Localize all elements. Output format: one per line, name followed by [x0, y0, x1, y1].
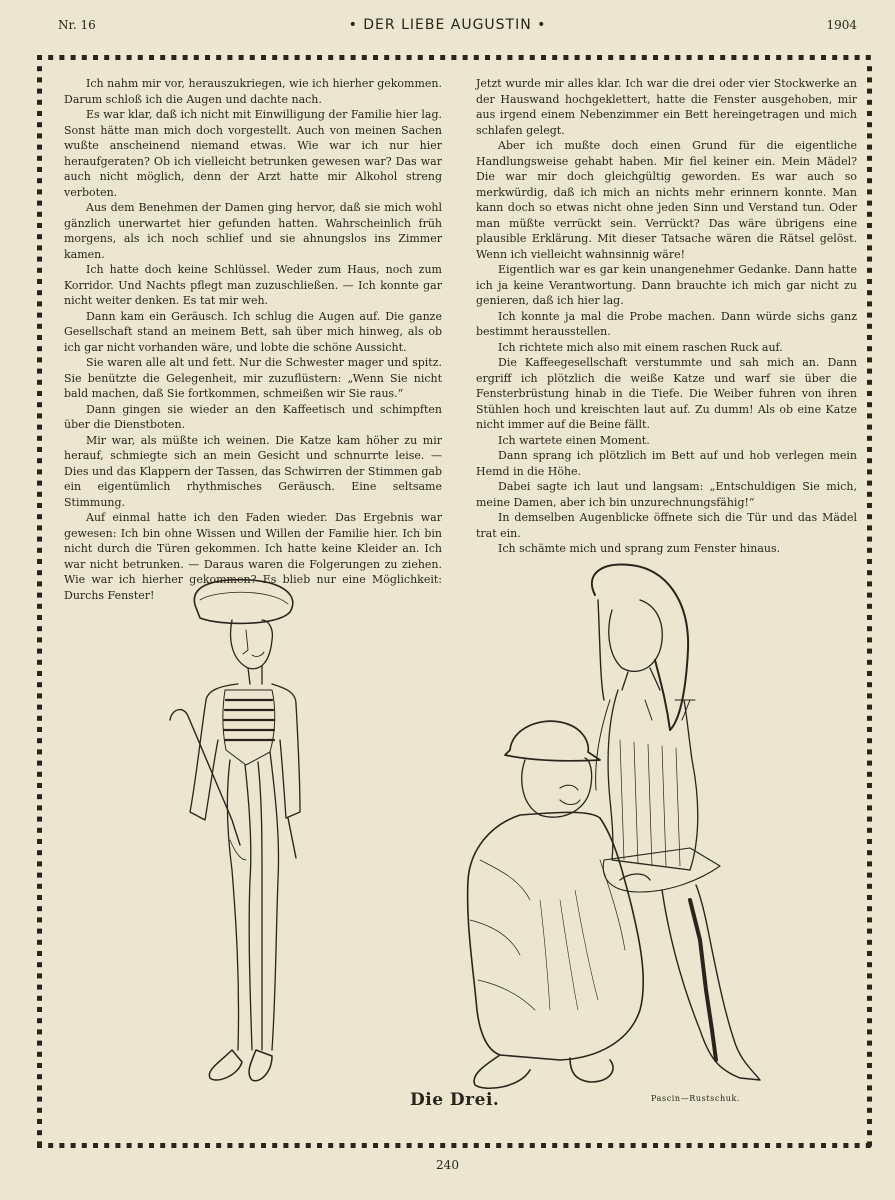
article-paragraph: Jetzt wurde mir alles klar. Ich war die drei oder vier Stockwerke an der Hauswand hochgeklettert, hatte die Fenster ausgehoben, mir aus irgend einem Nebenzimmer ein Bett hereingetragen und mich schlafen gelegt. — [476, 77, 857, 137]
article-paragraph: Die Kaffeegesellschaft verstummte und sah mich an. Dann ergriff ich plötzlich die weiße Katze und warf sie über die Fensterbrüstung hinab in die Tiefe. Die Weiber fuhren von ihren Stühlen hoch und kreischten laut auf. Zu dumm! Als ob eine Katze nicht immer auf die Beine fällt. — [476, 356, 857, 431]
article-paragraph: Dann gingen sie wieder an den Kaffeetisch und schimpften über die Dienstboten. — [64, 402, 442, 431]
magazine-title: • DER LIEBE AUGUSTIN • — [348, 17, 547, 33]
article-paragraph: Dann kam ein Geräusch. Ich schlug die Augen auf. Die ganze Gesellschaft stand an meinem Bett, sah über mich hinweg, als ob ich gar nicht vorhanden wäre, und lobte die schöne Aussicht. — [64, 309, 442, 354]
article-paragraph: Auf einmal hatte ich den Faden wieder. Das Ergebnis war gewesen: Ich bin ohne Wissen und Willen der Familie hier. Ich bin nicht durch die Türen gekommen. Ich hatte keine Kleider an. Ich war nicht betrunken. — Daraus waren die Folgerungen zu ziehen. Wie war ich hierher gekommen? Es blieb nur eine Möglichkeit: Durchs Fenster! — [64, 511, 442, 602]
article-paragraph: Dann sprang ich plötzlich im Bett auf und hob verlegen mein Hemd in die Höhe. — [476, 449, 857, 478]
issue-number: Nr. 16 — [58, 18, 96, 32]
artist-signature: Pascin—Rustschuk. — [651, 1094, 741, 1103]
article-paragraph: Dabei sagte ich laut und langsam: „Entschuldigen Sie mich, meine Damen, aber ich bin unzurechnungsfähig!“ — [476, 480, 857, 509]
article-paragraph: Aus dem Benehmen der Damen ging hervor, daß sie mich wohl gänzlich unerwartet hier gefunden hatten. Wahrscheinlich früh morgens, als ich noch schlief und sie ahnungslos ins Zimmer kamen. — [64, 201, 442, 261]
article-paragraph: Sie waren alle alt und fett. Nur die Schwester mager und spitz. Sie benützte die Gelegenheit, mir zuzuflüstern: „Wenn Sie nicht bald machen, daß Sie fortkommen, schmeißen wir Sie raus.“ — [64, 356, 442, 400]
page-number: 240 — [436, 1158, 459, 1172]
article-paragraph: Eigentlich war es gar kein unangenehmer Gedanke. Dann hatte ich ja keine Verantwortung. Dann brauchte ich mich gar nicht zu genieren, daß ich hier lag. — [476, 263, 857, 307]
illustration-caption: Die Drei. — [410, 1090, 500, 1110]
article-paragraph: Es war klar, daß ich nicht mit Einwilligung der Familie hier lag. Sonst hätte man mich doch vorgestellt. Auch von meinen Sachen wußte anscheinend niemand etwas. Wie war ich nur hier heraufgeraten? Ob ich vielleicht betrunken gewesen war? Das war auch nicht möglich, denn der Arzt hatte mir Alkohol streng verboten. — [64, 108, 442, 199]
article-paragraph: Ich hatte doch keine Schlüssel. Weder zum Haus, noch zum Korridor. Und Nachts pflegt man zuzuschließen. — Ich konnte gar nicht weiter denken. Es tat mir weh. — [64, 263, 442, 307]
woman-figure — [592, 565, 760, 1080]
article-paragraph: Aber ich mußte doch einen Grund für die eigentliche Handlungsweise gehabt haben. Mir fiel keiner ein. Mein Mädel? Die war mir doch gleichgültig geworden. Es war auch so merkwürdig, daß ich mich an nichts mehr erinnern konnte. Man kann doch so etwas nicht ohne jeden Sinn und Verstand tun. Oder man müßte verrückt sein. Verrückt? Das wäre übrigens eine plausible Erklärung. Mit dieser Tatsache wären die Rätsel gelöst. Wenn ich vielleicht wahnsinnig wäre! — [476, 139, 857, 261]
article-paragraph: In demselben Augenblicke öffnete sich die Tür und das Mädel trat ein. — [476, 511, 857, 540]
year: 1904 — [826, 18, 857, 32]
fat-man-figure — [468, 721, 650, 1088]
article-paragraph: Ich richtete mich also mit einem raschen Ruck auf. — [498, 340, 783, 354]
article-paragraph: Ich konnte ja mal die Probe machen. Dann würde sichs ganz bestimmt herausstellen. — [476, 309, 857, 338]
article-paragraph: Ich wartete einen Moment. — [498, 433, 650, 447]
article-paragraph: Ich schämte mich und sprang zum Fenster hinaus. — [498, 542, 781, 555]
article-paragraph: Ich nahm mir vor, herauszukriegen, wie ich hierher gekommen. Darum schloß ich die Augen und dachte nach. — [64, 77, 442, 106]
article-paragraph: Mir war, als müßte ich weinen. Die Katze kam höher zu mir herauf, schmiegte sich an mein Gesicht und schnurrte leise. — Dies und das Klappern der Tassen, das Schwirren der Stimmen gab ein eigentümlich rhythmisches Geräusch. Eine seltsame Stimmung. — [64, 433, 442, 509]
thin-man-figure — [170, 580, 300, 1081]
